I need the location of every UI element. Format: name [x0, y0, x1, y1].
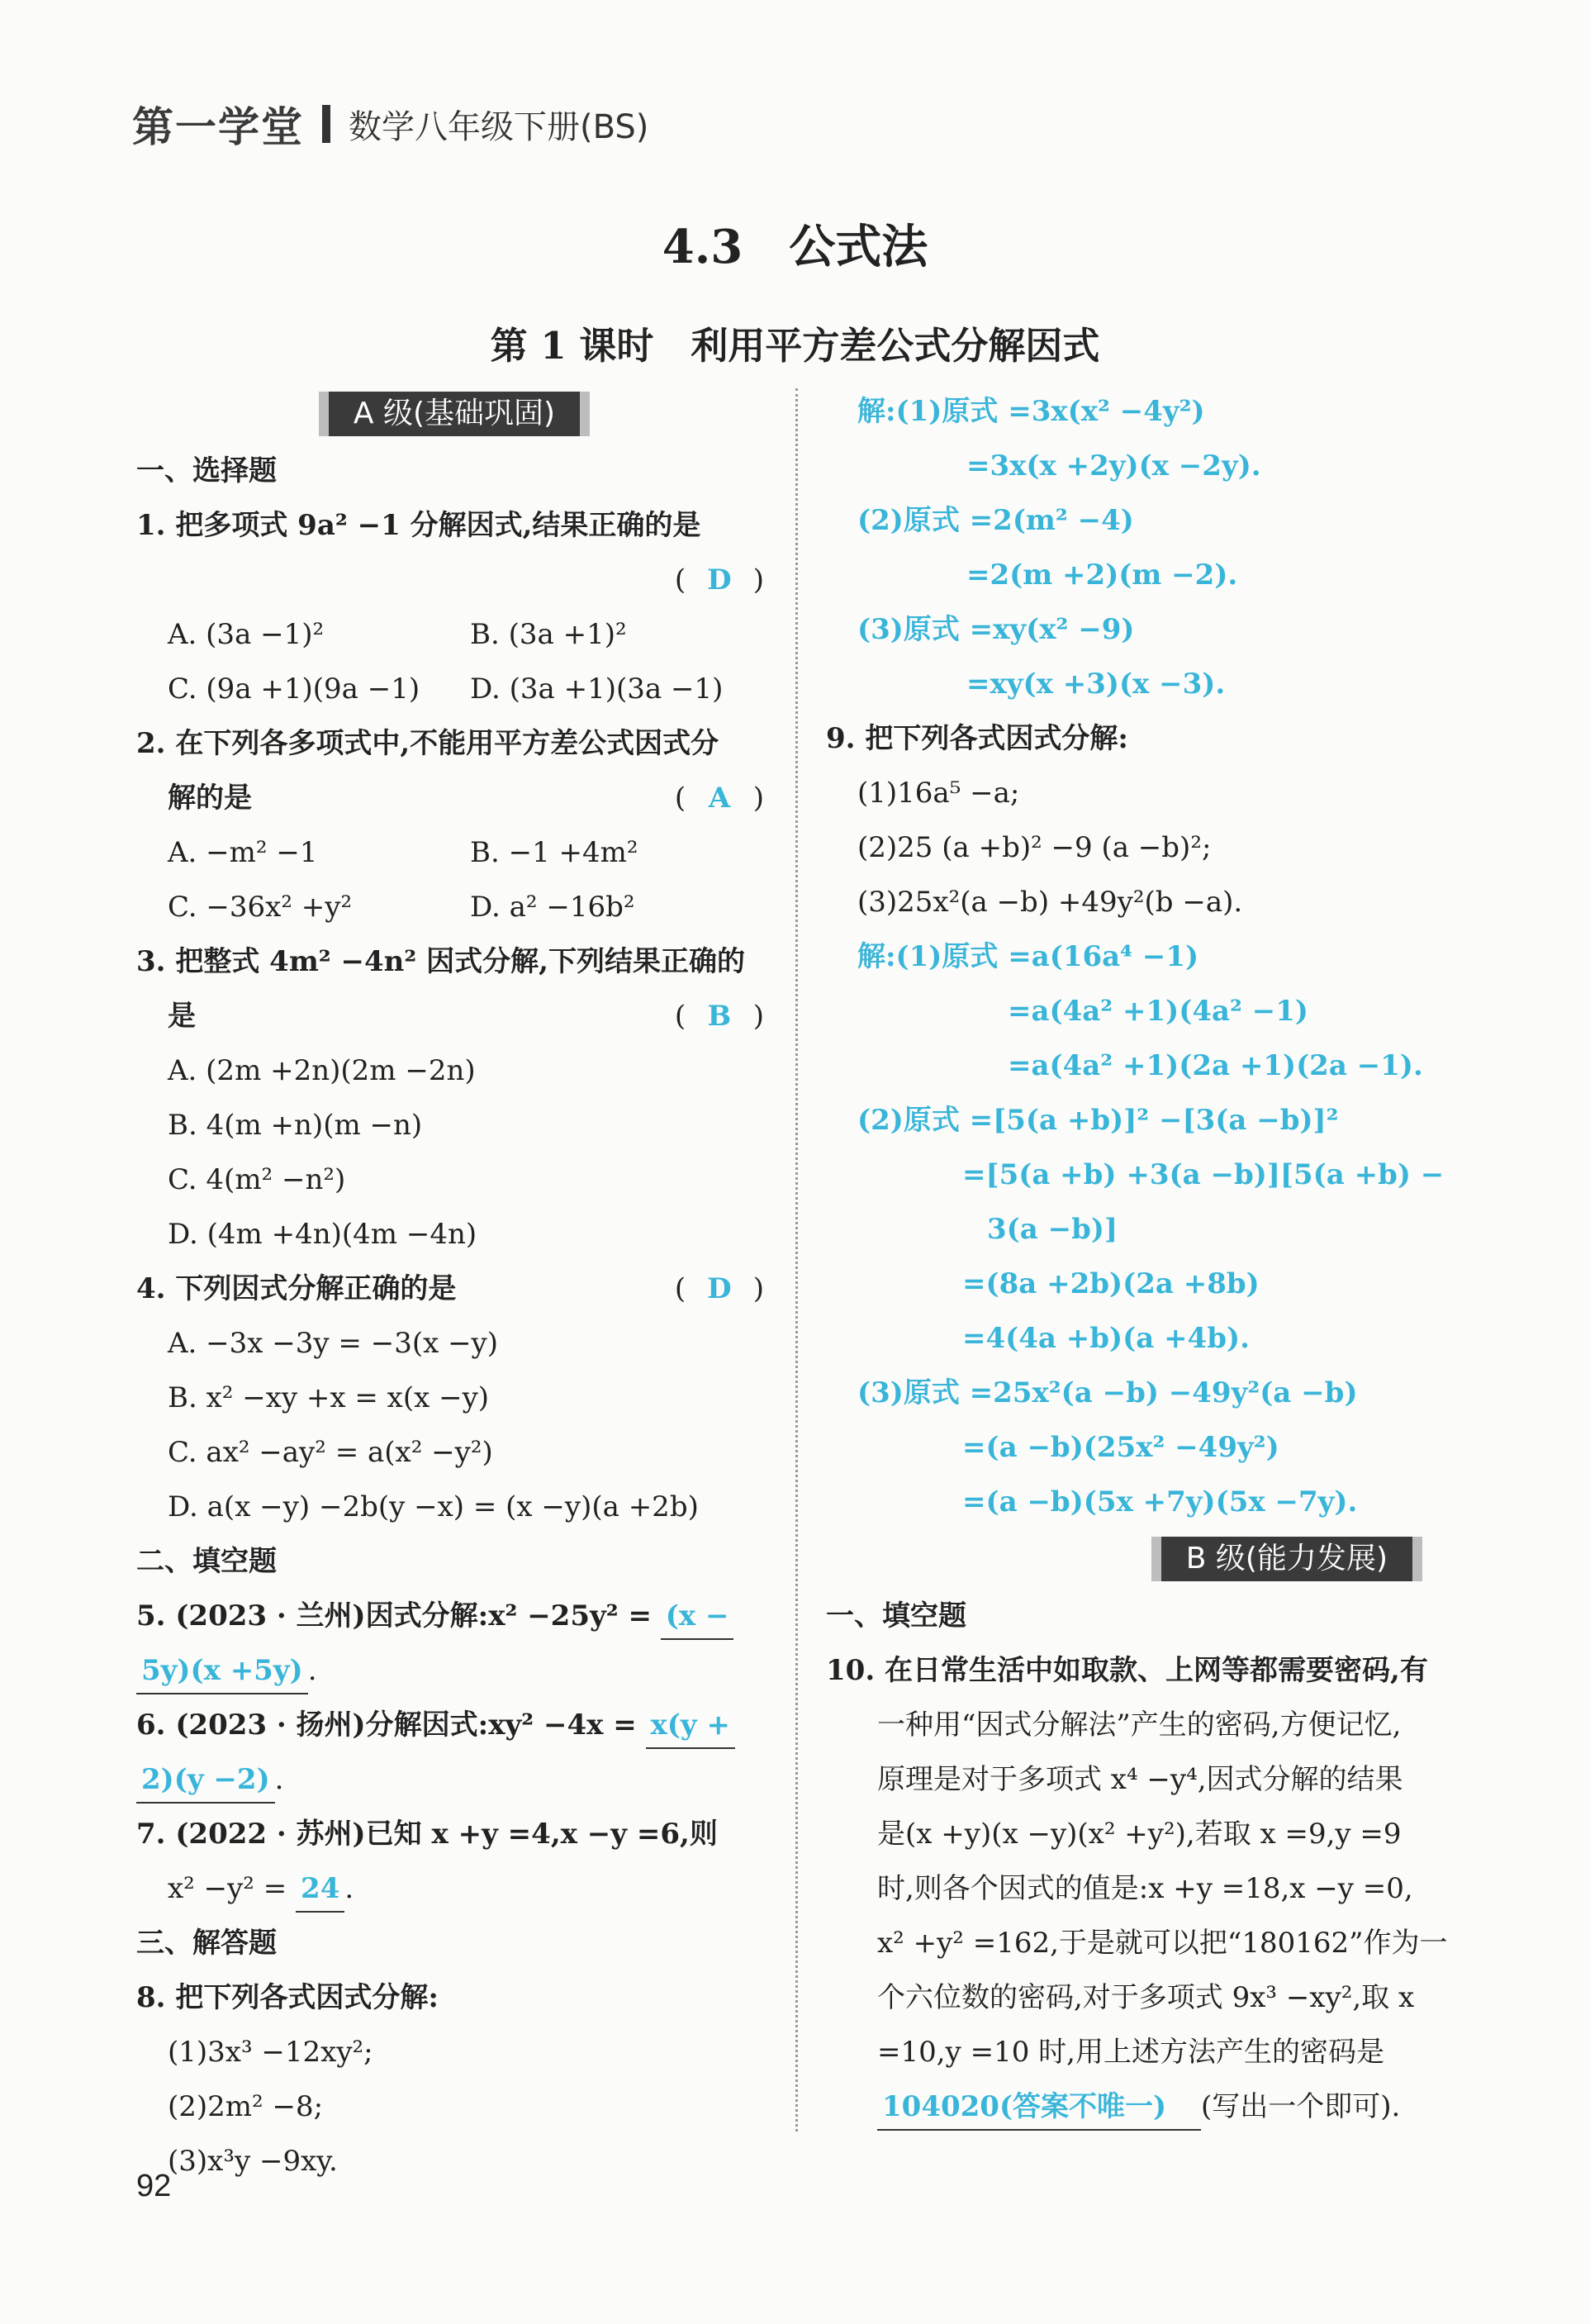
q10-blank: [877, 2084, 1201, 2131]
q2-options-row1: [136, 825, 772, 880]
q8-solution-2: =3x(x +2y)(x −2y).: [966, 449, 1261, 482]
q7-answer: 24: [301, 1872, 340, 1905]
q4-option-a: A. −3x −3y = −3(x −y): [168, 1327, 499, 1360]
q2-option-a: A. −m² −1: [168, 836, 318, 869]
q2-option-d: D. a² −16b²: [470, 891, 635, 924]
book-title: 数学八年级下册(BS): [349, 107, 649, 146]
q6-line-1: [136, 1698, 772, 1752]
q1-option-d: D. (3a +1)(3a −1): [470, 672, 724, 706]
q3-stem-2-text: 是: [168, 1000, 196, 1033]
q3-option-a: A. (2m +2n)(2m −2n): [168, 1054, 476, 1087]
right-column: [826, 384, 1462, 2134]
q1-options-row1: [136, 607, 772, 662]
q7-prefix: x² −y² =: [168, 1872, 287, 1905]
q8-solution-1: 解:(1)原式 =3x(x² −4y²): [857, 395, 1205, 428]
q1-answer-paren: ( D ): [675, 553, 764, 607]
q5-answer-2: 5y)(x +5y): [141, 1654, 303, 1687]
level-a-banner: A 级(基础巩固): [329, 392, 580, 436]
q6-blank-1: [646, 1703, 735, 1749]
q10-line-9: [826, 2079, 1462, 2134]
q8-solution-3: (2)原式 =2(m² −4): [857, 504, 1134, 537]
q6-answer-2: 2)(y −2): [141, 1763, 270, 1796]
q3-option-b: B. 4(m +n)(m −n): [168, 1109, 423, 1142]
q2-answer: A: [708, 782, 731, 815]
q3-stem-2: [136, 989, 772, 1043]
q4-stem: [136, 1262, 772, 1316]
heading-fill: 二、填空题: [136, 1545, 277, 1578]
q10-line-2: 一种用“因式分解法”产生的密码,方便记忆,: [877, 1709, 1402, 1742]
section-title: 4.3 公式法: [662, 220, 928, 274]
q10-line-5: 时,则各个因式的值是:x +y =18,x −y =0,: [877, 1872, 1413, 1905]
q1-stem: [136, 498, 772, 553]
q8-item-1: (1)3x³ −12xy²;: [168, 2036, 373, 2069]
q6-stem: 6. (2023 · 扬州)分解因式:xy² −4x =: [136, 1709, 637, 1742]
q8-solution-6: =xy(x +3)(x −3).: [966, 668, 1226, 701]
q2-stem-1: 2. 在下列各多项式中,不能用平方差公式因式分: [136, 727, 719, 760]
level-b-banner-wrap: [826, 1529, 1462, 1589]
q3-option-d: D. (4m +4n)(4m −4n): [168, 1218, 477, 1251]
q10-tail: (写出一个即可).: [1201, 2090, 1401, 2123]
q9-item-1: (1)16a⁵ −a;: [857, 777, 1020, 810]
q1-answer-line: [136, 553, 772, 607]
q10-line-3: 原理是对于多项式 x⁴ −y⁴,因式分解的结果: [877, 1763, 1403, 1796]
q5-answer-1: (x −: [665, 1599, 729, 1633]
brand-logo: 第一学堂: [132, 103, 304, 151]
q5-line-1: [136, 1589, 772, 1643]
q5-blank-2: [136, 1648, 308, 1694]
left-column: [136, 384, 772, 2189]
q5-line-2: [136, 1643, 772, 1698]
heading-solve: 三、解答题: [136, 1927, 277, 1960]
q2-option-c: C. −36x² +y²: [168, 891, 353, 924]
column-divider: [795, 388, 798, 2132]
q2-options-row2: [136, 880, 772, 934]
q5-blank-1: [661, 1594, 734, 1640]
q9-solution-11: =(a −b)(5x +7y)(5x −7y).: [962, 1485, 1358, 1518]
q10-line-7: 个六位数的密码,对于多项式 9x³ −xy²,取 x: [877, 1981, 1415, 2014]
q4-option-b: B. x² −xy +x = x(x −y): [168, 1381, 490, 1414]
q7-blank: [296, 1866, 344, 1913]
q3-answer: B: [707, 1000, 732, 1033]
q6-blank-2: [136, 1757, 275, 1804]
q9-item-3: (3)25x²(a −b) +49y²(b −a).: [857, 886, 1243, 919]
q1-options-row2: [136, 662, 772, 716]
q7-line-2: [136, 1861, 772, 1916]
q9-solution-3: =a(4a² +1)(2a +1)(2a −1).: [1008, 1049, 1423, 1082]
q9-solution-5: =[5(a +b) +3(a −b)][5(a +b) −: [962, 1158, 1445, 1191]
q1-option-c: C. (9a +1)(9a −1): [168, 672, 420, 706]
q1-answer: D: [707, 563, 732, 596]
q4-stem-text: 4. 下列因式分解正确的是: [136, 1272, 457, 1305]
q9-solution-9: (3)原式 =25x²(a −b) −49y²(a −b): [857, 1376, 1358, 1409]
q9-solution-6: 3(a −b)]: [987, 1213, 1118, 1246]
q1-option-a: A. (3a −1)²: [168, 618, 325, 651]
level-b-banner: B 级(能力发展): [1161, 1537, 1412, 1581]
q4-option-d: D. a(x −y) −2b(y −x) = (x −y)(a +2b): [168, 1490, 699, 1523]
q8-solution-5: (3)原式 =xy(x² −9): [857, 613, 1135, 646]
level-a-banner-wrap: [136, 384, 772, 444]
q3-stem-1: 3. 把整式 4m² −4n² 因式分解,下列结果正确的: [136, 945, 745, 978]
page-number: 92: [136, 2169, 172, 2203]
q2-answer-paren: ( A ): [675, 771, 764, 825]
heading-fill-b: 一、填空题: [826, 1599, 966, 1633]
q10-answer: 104020(答案不唯一): [882, 2090, 1167, 2123]
q6-answer-1: x(y +: [650, 1709, 730, 1742]
q8-stem: 8. 把下列各式因式分解:: [136, 1981, 439, 2014]
q6-line-2: [136, 1752, 772, 1807]
q10-line-6: x² +y² =162,于是就可以把“180162”作为一: [877, 1927, 1448, 1960]
q6-period: .: [274, 1763, 284, 1796]
q9-item-2: (2)25 (a +b)² −9 (a −b)²;: [857, 831, 1212, 864]
q10-line-1: 10. 在日常生活中如取款、上网等都需要密码,有: [826, 1654, 1428, 1687]
heading-choice: 一、选择题: [136, 454, 277, 487]
q2-stem-2-text: 解的是: [168, 782, 252, 815]
page-header: [132, 91, 648, 157]
q4-answer: D: [707, 1272, 732, 1305]
q5-period: .: [307, 1654, 317, 1687]
q2-option-b: B. −1 +4m²: [470, 836, 638, 869]
q9-solution-2: =a(4a² +1)(4a² −1): [1008, 995, 1308, 1028]
q8-solution-4: =2(m +2)(m −2).: [966, 558, 1238, 592]
q2-stem-2: [136, 771, 772, 825]
q9-solution-8: =4(4a +b)(a +4b).: [962, 1322, 1250, 1355]
q9-solution-10: =(a −b)(25x² −49y²): [962, 1431, 1279, 1464]
q9-solution-1: 解:(1)原式 =a(16a⁴ −1): [857, 940, 1199, 973]
lesson-title: 第 1 课时 利用平方差公式分解因式: [490, 324, 1100, 368]
q1-stem-text: 1. 把多项式 9a² −1 分解因式,结果正确的是: [136, 509, 701, 542]
q10-line-8: =10,y =10 时,用上述方法产生的密码是: [877, 2036, 1384, 2069]
q1-option-b: B. (3a +1)²: [470, 618, 627, 651]
q3-answer-paren: ( B ): [675, 989, 764, 1043]
q5-stem: 5. (2023 · 兰州)因式分解:x² −25y² =: [136, 1599, 652, 1633]
q7-period: .: [344, 1872, 354, 1905]
q8-item-3: (3)x³y −9xy.: [168, 2145, 338, 2178]
q9-solution-4: (2)原式 =[5(a +b)]² −[3(a −b)]²: [857, 1104, 1339, 1137]
q9-solution-7: =(8a +2b)(2a +8b): [962, 1267, 1260, 1300]
q8-item-2: (2)2m² −8;: [168, 2090, 324, 2123]
q4-option-c: C. ax² −ay² = a(x² −y²): [168, 1436, 493, 1469]
q3-option-c: C. 4(m² −n²): [168, 1163, 346, 1196]
q10-line-4: 是(x +y)(x −y)(x² +y²),若取 x =9,y =9: [877, 1818, 1402, 1851]
q7-stem: 7. (2022 · 苏州)已知 x +y =4,x −y =6,则: [136, 1818, 718, 1851]
header-divider: [322, 105, 330, 143]
q4-answer-paren: ( D ): [675, 1262, 764, 1316]
q9-stem: 9. 把下列各式因式分解:: [826, 722, 1128, 755]
